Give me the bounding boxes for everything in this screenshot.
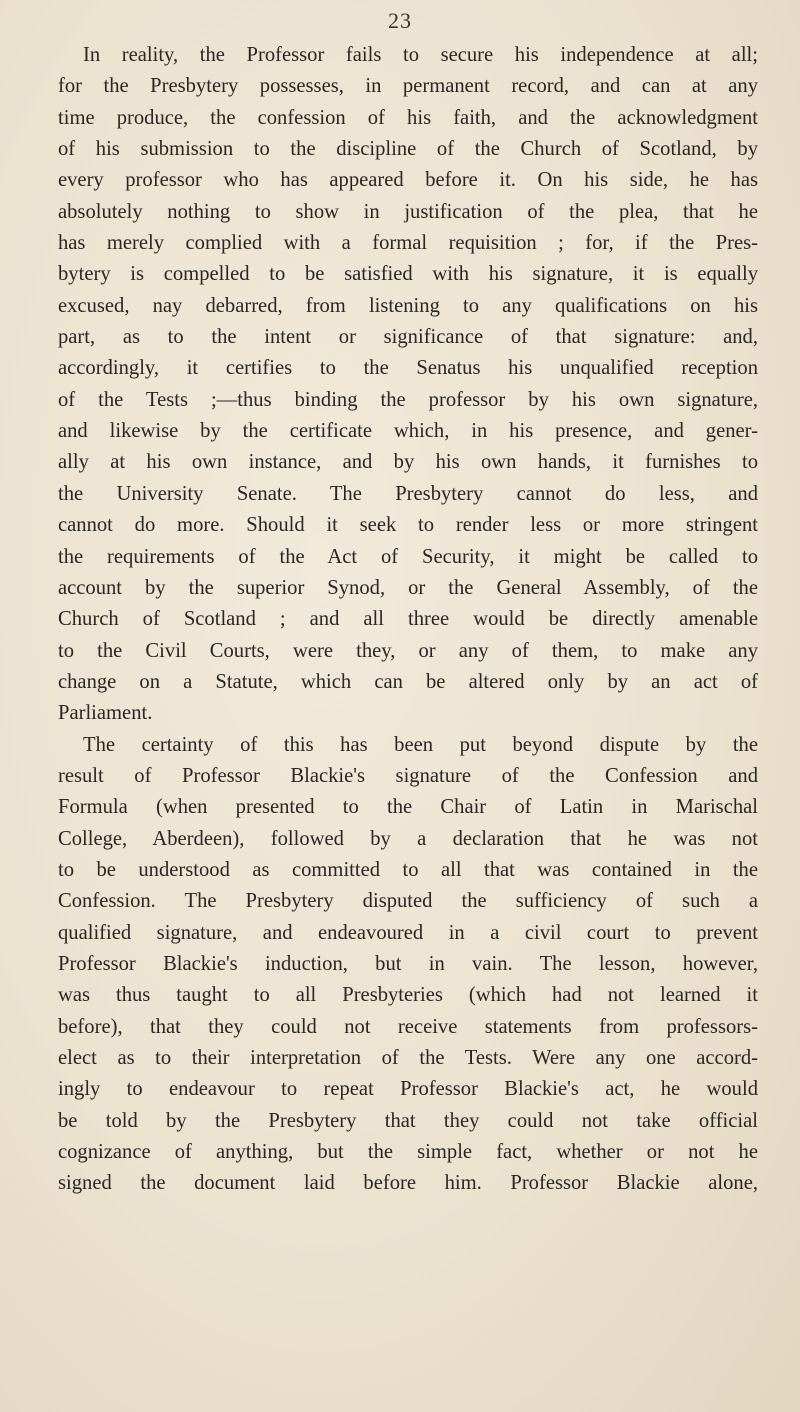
text-line: for the Presbytery possesses, in permanent record, and can at any bbox=[58, 75, 758, 98]
text-line: qualified signature, and endeavoured in a civil court to prevent bbox=[58, 921, 758, 944]
text-line: of the Tests ;—thus binding the professor by his own signature, bbox=[58, 388, 758, 411]
text-line: has merely complied with a formal requisition ; for, if the Pres- bbox=[58, 232, 758, 255]
text-line: Confession. The Presbytery disputed the sufficiency of such a bbox=[58, 890, 758, 913]
text-line: bytery is compelled to be satisfied with his signature, it is equally bbox=[58, 263, 758, 286]
text-line: signed the document laid before him. Professor Blackie alone, bbox=[58, 1172, 758, 1195]
text-line: excused, nay debarred, from listening to any qualifications on his bbox=[58, 294, 758, 317]
text-line: absolutely nothing to show in justification of the plea, that he bbox=[58, 200, 758, 223]
text-line: was thus taught to all Presbyteries (which had not learned it bbox=[58, 984, 758, 1007]
text-line: every professor who has appeared before it. On his side, he has bbox=[58, 169, 758, 192]
text-line: and likewise by the certificate which, in his presence, and gener- bbox=[58, 420, 758, 443]
text-line: time produce, the confession of his faith, and the acknowledgment bbox=[58, 106, 758, 129]
text-line: Formula (when presented to the Chair of Latin in Marischal bbox=[58, 796, 758, 819]
text-line: change on a Statute, which can be altered only by an act of bbox=[58, 670, 758, 693]
text-line: Church of Scotland ; and all three would be directly amenable bbox=[58, 608, 758, 631]
text-line: The certainty of this has been put beyond dispute by the bbox=[83, 733, 758, 756]
text-line: College, Aberdeen), followed by a declaration that he was not bbox=[58, 827, 758, 850]
text-line: In reality, the Professor fails to secure his independence at all; bbox=[83, 44, 758, 66]
text-line: cognizance of anything, but the simple fact, whether or not he bbox=[58, 1141, 758, 1164]
text-line: accordingly, it certifies to the Senatus his unqualified reception bbox=[58, 357, 758, 380]
body-text bbox=[58, 40, 758, 1200]
text-line: to the Civil Courts, were they, or any of them, to make any bbox=[58, 639, 758, 662]
text-line: cannot do more. Should it seek to render less or more stringent bbox=[58, 514, 758, 537]
text-line: the requirements of the Act of Security, it might be called to bbox=[58, 545, 758, 568]
text-line: of his submission to the discipline of the Church of Scotland, by bbox=[58, 138, 758, 161]
text-line: the University Senate. The Presbytery cannot do less, and bbox=[58, 482, 758, 505]
text-line: Parliament. bbox=[58, 702, 153, 725]
page-number: 23 bbox=[388, 8, 412, 33]
paragraph-2 bbox=[58, 730, 758, 1200]
text-line: before), that they could not receive statements from professors- bbox=[58, 1015, 758, 1038]
text-line: to be understood as committed to all that was contained in the bbox=[58, 858, 758, 881]
text-line: Professor Blackie's induction, but in vain. The lesson, however, bbox=[58, 952, 758, 975]
text-line: be told by the Presbytery that they could not take official bbox=[58, 1109, 758, 1132]
text-line: ally at his own instance, and by his own hands, it furnishes to bbox=[58, 451, 758, 474]
text-line: account by the superior Synod, or the General Assembly, of the bbox=[58, 576, 758, 599]
text-line: part, as to the intent or significance of that signature: and, bbox=[58, 326, 758, 349]
paragraph-1 bbox=[58, 40, 758, 730]
text-line: result of Professor Blackie's signature of the Confession and bbox=[58, 764, 758, 787]
text-line: elect as to their interpretation of the Tests. Were any one accord- bbox=[58, 1047, 758, 1069]
text-line: ingly to endeavour to repeat Professor Blackie's act, he would bbox=[58, 1078, 758, 1101]
